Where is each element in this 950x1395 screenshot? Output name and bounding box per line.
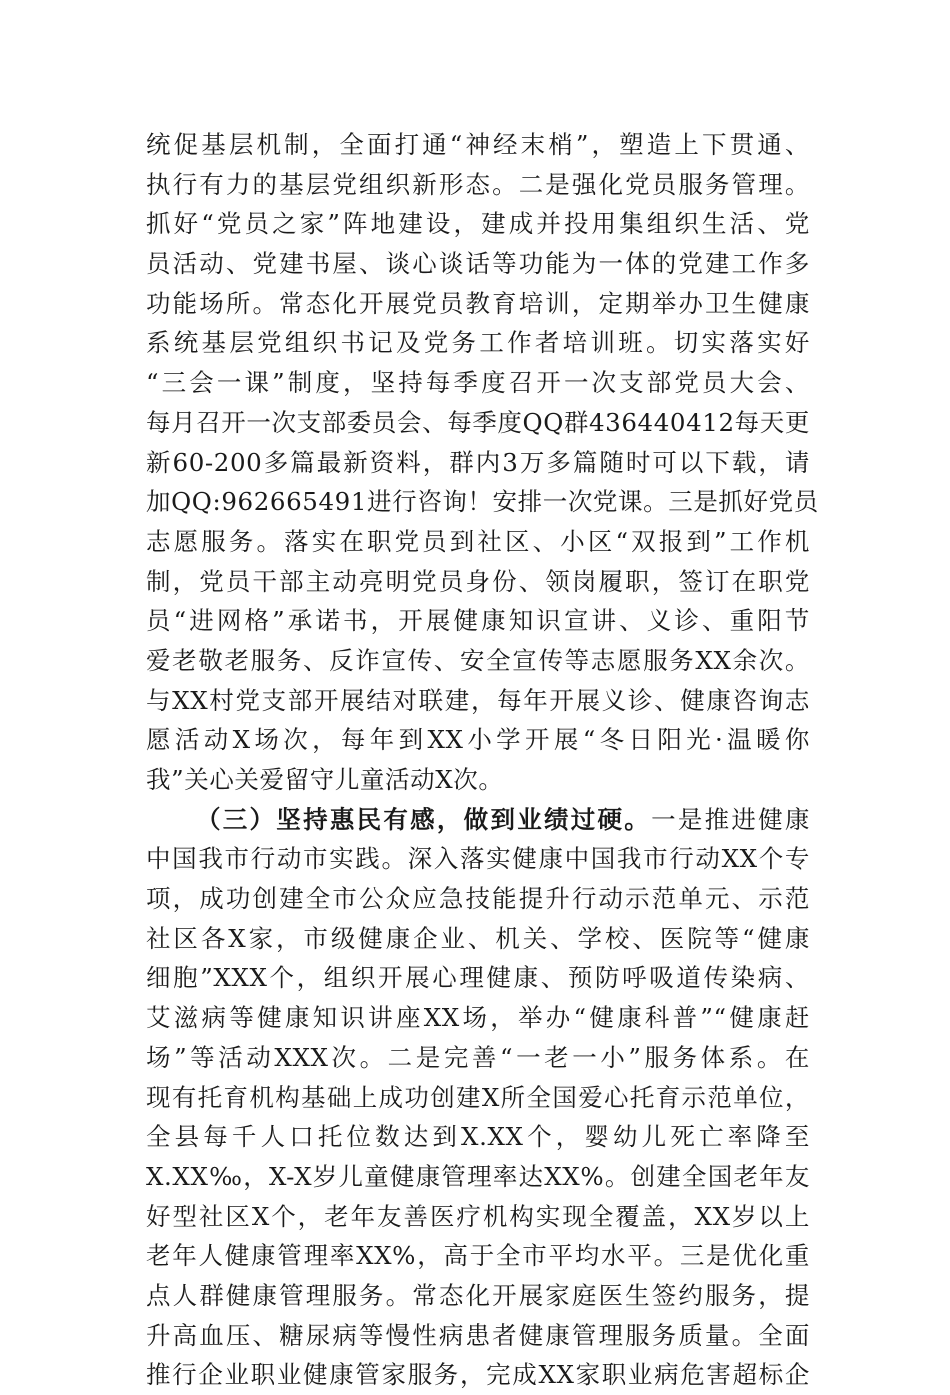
text-line: 项，成功创建全市公众应急技能提升行动示范单元、示范	[146, 884, 810, 914]
text-line: 全县每千人口托位数达到X.XX个，婴幼儿死亡率降至	[146, 1122, 810, 1152]
text-line: 志愿服务。落实在职党员到社区、小区“双报到”工作机	[146, 526, 810, 556]
text-line: 好型社区X个，老年友善医疗机构实现全覆盖，XX岁以上	[146, 1201, 810, 1231]
section-heading: （三）坚持惠民有感，做到业绩过硬。	[196, 804, 652, 834]
text-line: 爱老敬老服务、反诈宣传、安全宣传等志愿服务XX余次。	[146, 645, 810, 675]
text-line: X.XX‰，X-X岁儿童健康管理率达XX%。创建全国老年友	[146, 1161, 810, 1191]
text-line: 统促基层机制，全面打通“神经末梢”，塑造上下贯通、	[146, 130, 810, 159]
text-line: “三会一课”制度，坚持每季度召开一次支部党员大会、	[146, 368, 810, 398]
text-line: 与XX村党支部开展结对联建，每年开展义诊、健康咨询志	[146, 685, 810, 715]
body-text	[146, 125, 819, 1395]
text-line: 中国我市行动市实践。深入落实健康中国我市行动XX个专	[146, 844, 810, 874]
text-line: 我”关心关爱留守儿童活动X次。	[146, 765, 504, 794]
text-line: 点人群健康管理服务。常态化开展家庭医生签约服务，提	[146, 1280, 810, 1310]
text-line: 执行有力的基层党组织新形态。二是强化党员服务管理。	[146, 169, 810, 199]
text-line: 功能场所。常态化开展党员教育培训，定期举办卫生健康	[146, 288, 810, 318]
text-line: 加QQ:962665491进行咨询！安排一次党课。三是抓好党员	[146, 487, 819, 517]
text-line: 细胞”XXX个，组织开展心理健康、预防呼吸道传染病、	[146, 963, 810, 993]
text-line: 场”等活动XXX次。二是完善“一老一小”服务体系。在	[146, 1042, 810, 1072]
heading-line-rest: 一是推进健康	[651, 804, 811, 834]
text-line: 愿活动X场次，每年到XX小学开展“冬日阳光·温暖你	[146, 725, 810, 755]
text-line: 系统基层党组织书记及党务工作者培训班。切实落实好	[146, 328, 810, 358]
text-line: 现有托育机构基础上成功创建X所全国爱心托育示范单位，	[146, 1082, 810, 1112]
text-line: 员“进网格”承诺书，开展健康知识宣讲、义诊、重阳节	[146, 606, 810, 636]
text-line: 制，党员干部主动亮明党员身份、领岗履职，签订在职党	[146, 566, 810, 596]
text-line: 新60-200多篇最新资料，群内3万多篇随时可以下载，请	[146, 447, 810, 477]
text-line: 社区各X家，市级健康企业、机关、学校、医院等“健康	[146, 923, 810, 953]
text-line: 抓好“党员之家”阵地建设，建成并投用集组织生活、党	[146, 209, 810, 239]
text-line: 艾滋病等健康知识讲座XX场，举办“健康科普”“健康赶	[146, 1003, 810, 1033]
text-line: 每月召开一次支部委员会、每季度QQ群436440412每天更	[146, 407, 810, 437]
text-line: 老年人健康管理率XX%，高于全市平均水平。三是优化重	[146, 1241, 810, 1271]
paragraph-heading-line	[146, 800, 810, 840]
text-line: 员活动、党建书屋、谈心谈话等功能为一体的党建工作多	[146, 249, 810, 279]
text-line: 推行企业职业健康管家服务，完成XX家职业病危害超标企	[146, 1360, 810, 1390]
text-line: 升高血压、糖尿病等慢性病患者健康管理服务质量。全面	[146, 1320, 810, 1350]
